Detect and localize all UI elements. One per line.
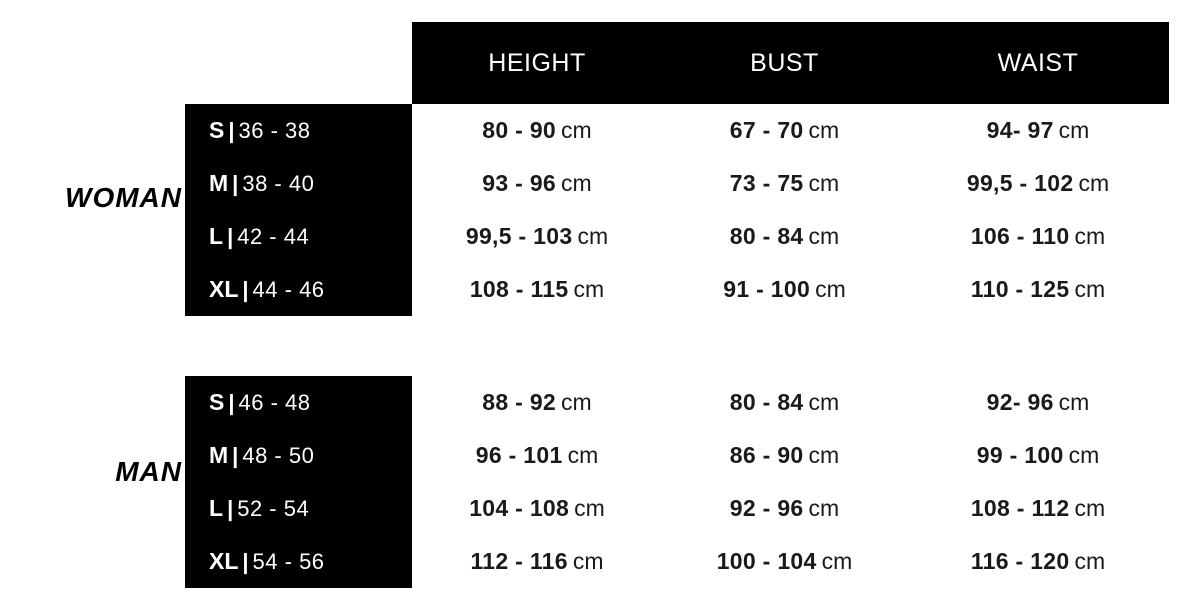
bust-value: 80 - 84 [729,223,804,249]
waist-cell [907,442,1169,469]
unit-label: cm [561,117,592,143]
bust-cell [662,117,907,144]
size-label: S [209,117,225,143]
waist-value: 92- 96 [986,389,1054,415]
unit-label: cm [808,389,840,415]
size-cell [185,389,412,416]
size-label: L [209,495,224,521]
bust-cell [662,495,907,522]
bust-cell [662,276,907,303]
size-range: 54 - 56 [252,549,325,574]
size-label: S [209,389,225,415]
size-separator: | [242,549,249,574]
size-cell [185,548,412,575]
column-header-bust: BUST [750,48,819,77]
size-cell [185,442,412,469]
bust-cell [662,223,907,250]
size-cell [185,223,412,250]
waist-cell [907,170,1169,197]
unit-label: cm [1074,276,1106,302]
unit-label: cm [821,548,853,574]
size-range: 36 - 38 [238,118,311,143]
waist-value: 99,5 - 102 [966,170,1074,196]
size-range: 42 - 44 [237,224,310,249]
group-label-woman: WOMAN [65,182,182,213]
bust-value: 86 - 90 [729,442,804,468]
unit-label: cm [561,389,592,415]
size-cell [185,117,412,144]
table-row [185,535,1169,588]
unit-label: cm [1074,495,1106,521]
waist-cell [907,117,1169,144]
table-row [185,210,1169,263]
bust-value: 92 - 96 [729,495,804,521]
waist-value: 110 - 125 [970,276,1070,302]
size-label: M [209,170,229,196]
unit-label: cm [808,223,840,249]
size-separator: | [232,443,239,468]
unit-label: cm [577,223,609,249]
waist-cell [907,495,1169,522]
size-range: 48 - 50 [242,443,315,468]
column-header-waist: WAIST [997,48,1079,77]
height-cell [412,548,662,575]
unit-label: cm [808,170,840,196]
bust-cell [662,389,907,416]
unit-label: cm [573,276,605,302]
waist-cell [907,276,1169,303]
table-row [185,104,1169,157]
unit-label: cm [808,495,840,521]
unit-label: cm [574,495,605,521]
height-cell [412,495,662,522]
waist-cell [907,223,1169,250]
size-range: 46 - 48 [238,390,311,415]
height-value: 96 - 101 [475,442,563,468]
size-cell [185,170,412,197]
size-separator: | [242,277,249,302]
bust-cell [662,170,907,197]
column-header-height: HEIGHT [488,48,586,77]
bust-value: 100 - 104 [716,548,817,574]
height-value: 104 - 108 [469,495,570,521]
bust-value: 67 - 70 [729,117,804,143]
size-range: 44 - 46 [252,277,325,302]
table-row [185,376,1169,429]
waist-cell [907,548,1169,575]
unit-label: cm [1058,117,1090,143]
bust-value: 91 - 100 [723,276,811,302]
table-row [185,482,1169,535]
height-cell [412,223,662,250]
unit-label: cm [808,442,840,468]
height-cell [412,389,662,416]
height-cell [412,117,662,144]
unit-label: cm [1058,389,1090,415]
bust-cell [662,442,907,469]
waist-value: 94- 97 [986,117,1054,143]
height-cell [412,276,662,303]
waist-cell [907,389,1169,416]
size-separator: | [227,496,234,521]
unit-label: cm [1068,442,1100,468]
height-value: 80 - 90 [482,117,557,143]
size-separator: | [227,224,234,249]
size-cell [185,276,412,303]
waist-value: 116 - 120 [970,548,1070,574]
size-range: 52 - 54 [237,496,310,521]
unit-label: cm [567,442,599,468]
size-label: M [209,442,229,468]
unit-label: cm [572,548,604,574]
size-separator: | [228,118,235,143]
unit-label: cm [561,170,592,196]
table-row [185,157,1169,210]
waist-value: 99 - 100 [976,442,1064,468]
bust-value: 73 - 75 [729,170,804,196]
height-value: 88 - 92 [482,389,557,415]
height-value: 108 - 115 [469,276,569,302]
unit-label: cm [1074,223,1106,249]
waist-value: 106 - 110 [970,223,1070,249]
group-label-man: MAN [115,456,182,487]
bust-value: 80 - 84 [729,389,804,415]
unit-label: cm [1078,170,1110,196]
height-value: 93 - 96 [482,170,557,196]
size-separator: | [232,171,239,196]
size-range: 38 - 40 [242,171,315,196]
height-value: 112 - 116 [470,548,568,574]
height-cell [412,442,662,469]
size-separator: | [228,390,235,415]
unit-label: cm [815,276,846,302]
bust-cell [662,548,907,575]
size-cell [185,495,412,522]
unit-label: cm [808,117,840,143]
height-cell [412,170,662,197]
waist-value: 108 - 112 [970,495,1070,521]
size-label: XL [209,548,239,574]
height-value: 99,5 - 103 [465,223,573,249]
size-label: L [209,223,224,249]
table-row [185,263,1169,316]
size-label: XL [209,276,239,302]
unit-label: cm [1074,548,1106,574]
table-row [185,429,1169,482]
